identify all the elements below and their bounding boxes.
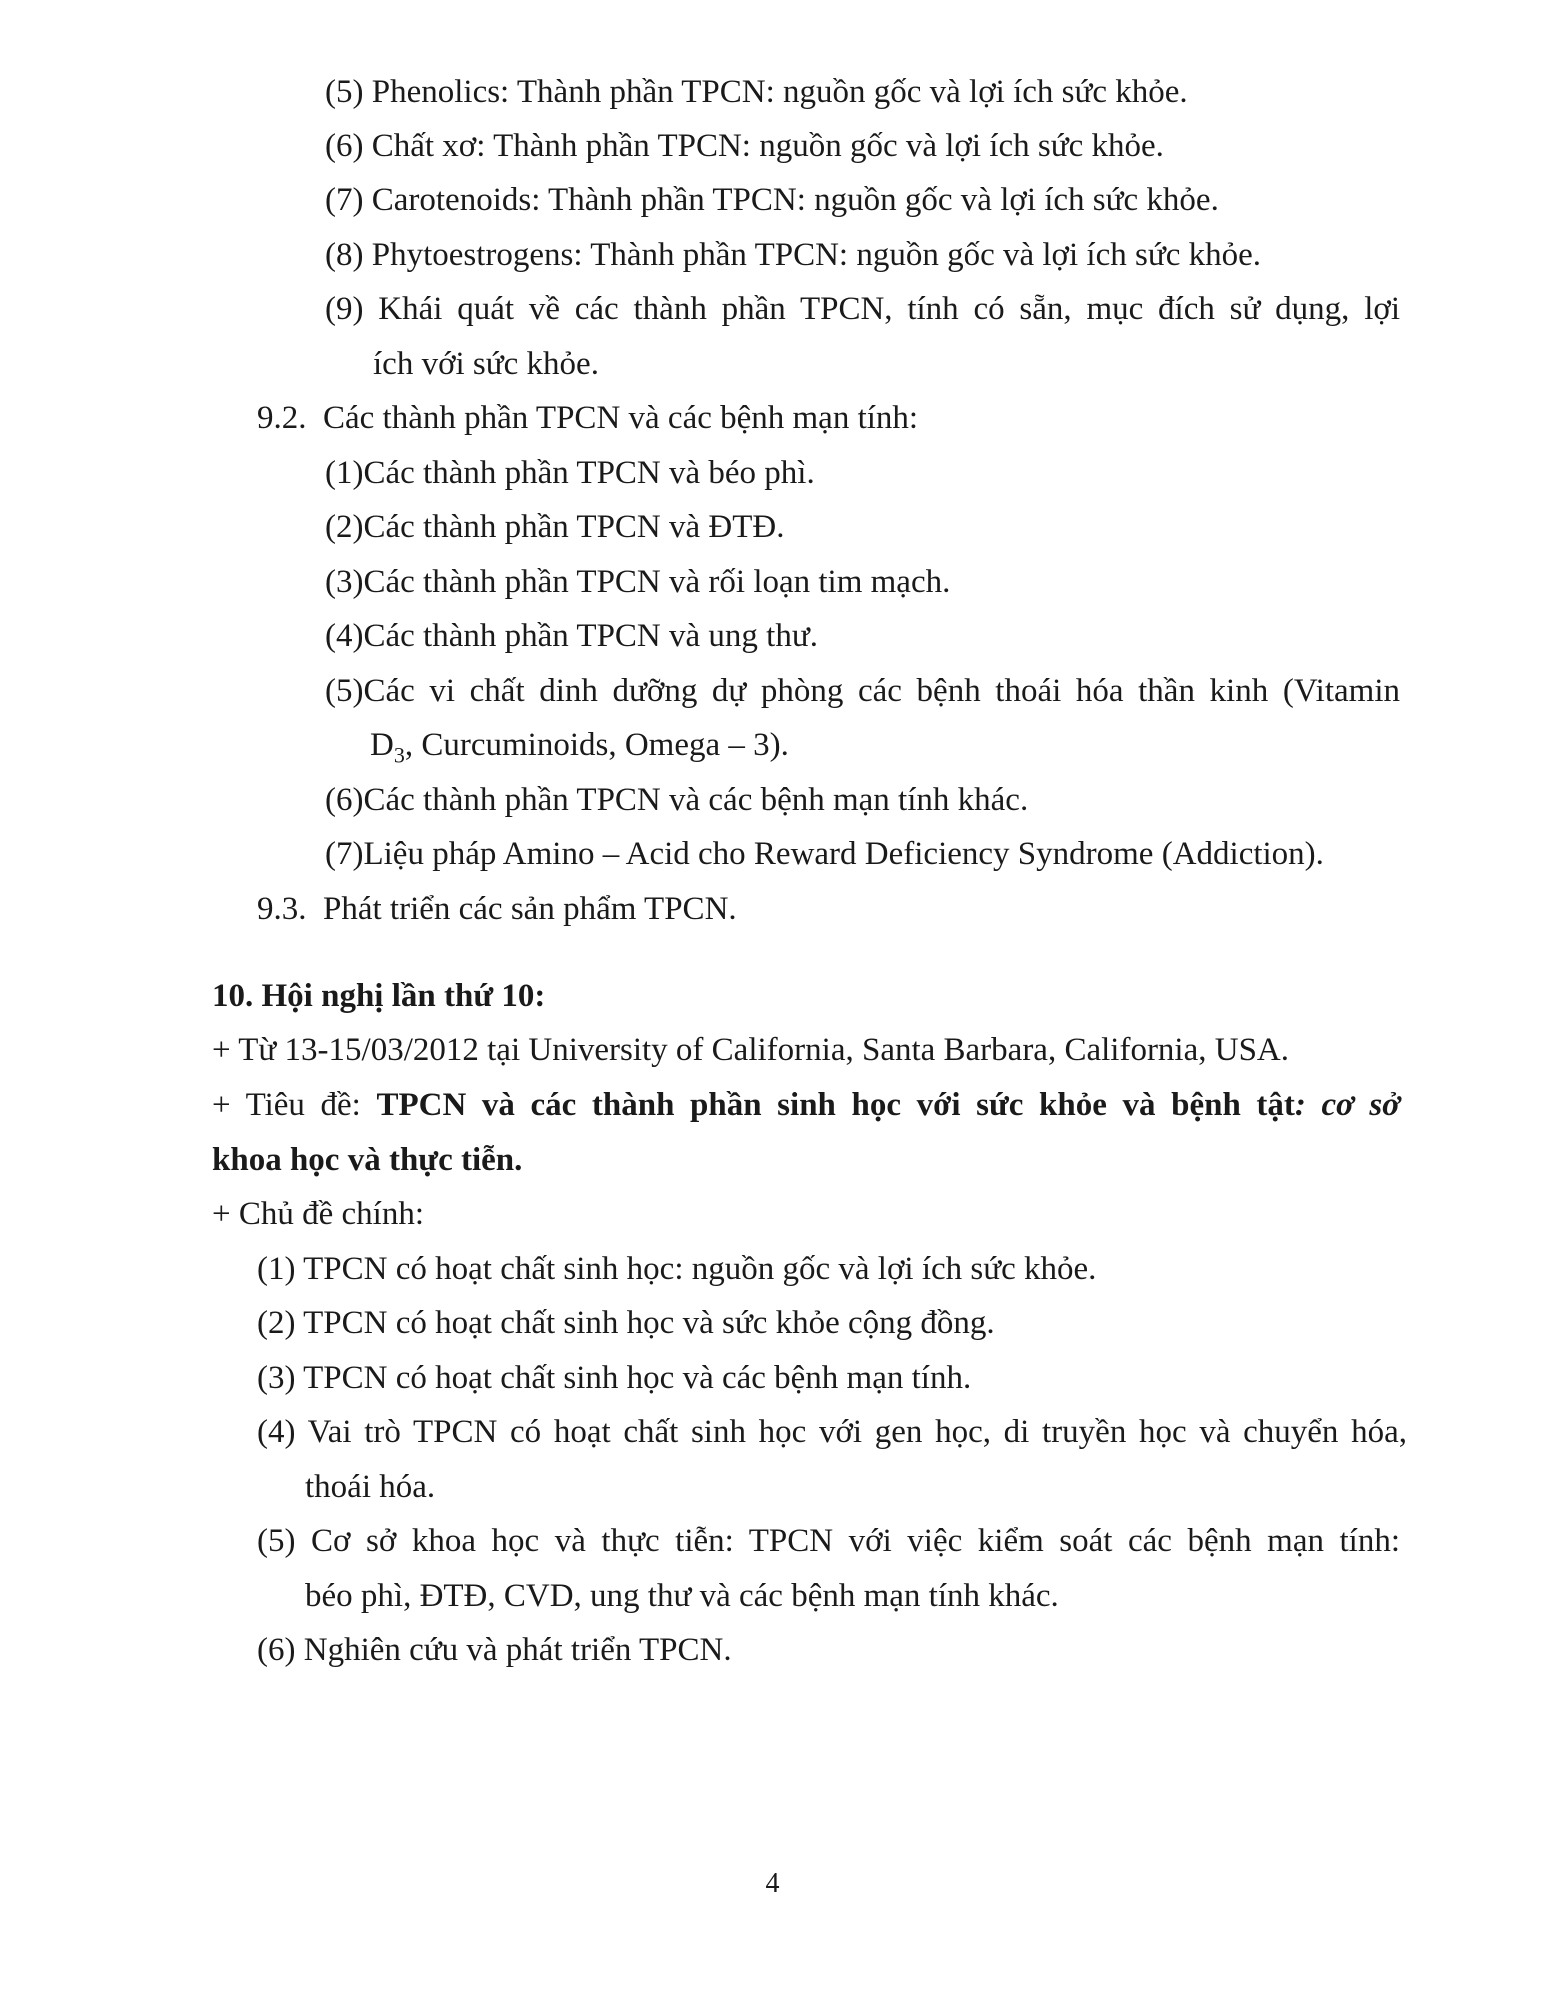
item-text: Cơ sở khoa học và thực tiễn: TPCN với việc kiểm soát các bệnh mạn tính: <box>311 1523 1401 1559</box>
item-text: Khái quát về các thành phần TPCN, tính có sẵn, mục đích sử dụng, lợi <box>378 291 1401 327</box>
page-number: 4 <box>765 1868 780 1899</box>
list-item-continuation <box>370 725 789 768</box>
item-text: TPCN có hoạt chất sinh học: nguồn gốc và lợi ích sức khỏe. <box>303 1251 1097 1287</box>
item-text: Các thành phần TPCN và ĐTĐ. <box>363 509 785 545</box>
item-number: (1) <box>325 455 364 491</box>
item-number: (3) <box>325 564 364 600</box>
subject-bold-italic: : cơ sở <box>1294 1087 1400 1123</box>
item-text: Các thành phần TPCN và béo phì. <box>363 455 815 491</box>
item-number: (7) <box>325 182 364 218</box>
item-text: Liệu pháp Amino – Acid cho Reward Deficiency Syndrome (Addiction). <box>363 836 1324 872</box>
conference-subject-continuation: khoa học và thực tiễn. <box>212 1142 523 1178</box>
item-text: Các thành phần TPCN và các bệnh mạn tính khác. <box>363 782 1029 818</box>
list-item <box>325 453 815 493</box>
item-number: (1) <box>257 1251 296 1287</box>
list-item <box>325 671 1400 711</box>
list-item <box>257 1630 732 1670</box>
list-item <box>325 562 950 602</box>
item-text: Chất xơ: Thành phần TPCN: nguồn gốc và lợi ích sức khỏe. <box>371 128 1164 164</box>
item-number: (5) <box>325 673 364 709</box>
item-text: Các vi chất dinh dưỡng dự phòng các bệnh thoái hóa thần kinh (Vitamin <box>363 673 1400 709</box>
item-number: (3) <box>257 1360 296 1396</box>
subject-bold: TPCN và các thành phần sinh học với sức khỏe và bệnh tật <box>376 1087 1295 1123</box>
item-number: (5) <box>325 74 364 110</box>
continuation-text: , Curcuminoids, Omega – 3). <box>404 727 789 763</box>
item-number: (8) <box>325 237 364 273</box>
item-number: (6) <box>325 782 364 818</box>
subject-prefix: + Tiêu đề: <box>212 1087 377 1123</box>
list-item <box>257 1358 971 1398</box>
section-heading <box>257 398 918 438</box>
conference-date-line: + Từ 13-15/03/2012 tại University of California, Santa Barbara, California, USA. <box>212 1032 1290 1068</box>
list-item <box>257 1249 1096 1289</box>
item-text: Phytoestrogens: Thành phần TPCN: nguồn gốc và lợi ích sức khỏe. <box>371 237 1262 273</box>
list-item <box>325 834 1324 874</box>
list-item <box>257 1303 995 1343</box>
list-item-continuation: ích với sức khỏe. <box>373 346 599 382</box>
list-item <box>257 1412 1407 1452</box>
item-text: Nghiên cứu và phát triển TPCN. <box>303 1632 732 1668</box>
item-text: Các thành phần TPCN và rối loạn tim mạch. <box>363 564 951 600</box>
list-item <box>325 235 1261 275</box>
list-item <box>325 616 818 656</box>
item-number: (4) <box>325 618 364 654</box>
subscript: 3 <box>393 742 405 768</box>
item-number: (7) <box>325 836 364 872</box>
list-item <box>257 1521 1400 1561</box>
section-heading <box>257 889 737 929</box>
item-number: (9) <box>325 291 364 327</box>
list-item <box>325 507 784 547</box>
list-item <box>325 180 1219 220</box>
topics-label: + Chủ đề chính: <box>212 1196 425 1232</box>
section-number: 9.3. <box>257 891 307 927</box>
item-number: (2) <box>257 1305 296 1341</box>
item-number: (2) <box>325 509 364 545</box>
section-number: 9.2. <box>257 400 307 436</box>
item-number: (6) <box>257 1632 296 1668</box>
list-item-continuation: béo phì, ĐTĐ, CVD, ung thư và các bệnh mạn tính khác. <box>305 1578 1059 1614</box>
item-number: (5) <box>257 1523 296 1559</box>
item-text: Carotenoids: Thành phần TPCN: nguồn gốc và lợi ích sức khỏe. <box>371 182 1219 218</box>
list-item <box>325 126 1164 166</box>
item-text: Các thành phần TPCN và ung thư. <box>363 618 818 654</box>
list-item <box>325 289 1400 329</box>
section-title: Các thành phần TPCN và các bệnh mạn tính: <box>323 400 919 436</box>
item-text: Phenolics: Thành phần TPCN: nguồn gốc và lợi ích sức khỏe. <box>371 74 1188 110</box>
list-item <box>325 780 1028 820</box>
item-text: Vai trò TPCN có hoạt chất sinh học với gen học, di truyền học và chuyển hóa, <box>307 1414 1408 1450</box>
list-item <box>325 72 1188 112</box>
section-title: 10. Hội nghị lần thứ 10: <box>212 978 546 1014</box>
conference-subject-line <box>212 1085 1400 1125</box>
section-title: Phát triển các sản phẩm TPCN. <box>323 891 737 927</box>
item-text: TPCN có hoạt chất sinh học và các bệnh mạn tính. <box>303 1360 972 1396</box>
item-number: (4) <box>257 1414 296 1450</box>
item-number: (6) <box>325 128 364 164</box>
list-item-continuation: thoái hóa. <box>305 1469 436 1505</box>
item-text: TPCN có hoạt chất sinh học và sức khỏe cộng đồng. <box>303 1305 995 1341</box>
vitamin-letter: D <box>370 727 394 763</box>
